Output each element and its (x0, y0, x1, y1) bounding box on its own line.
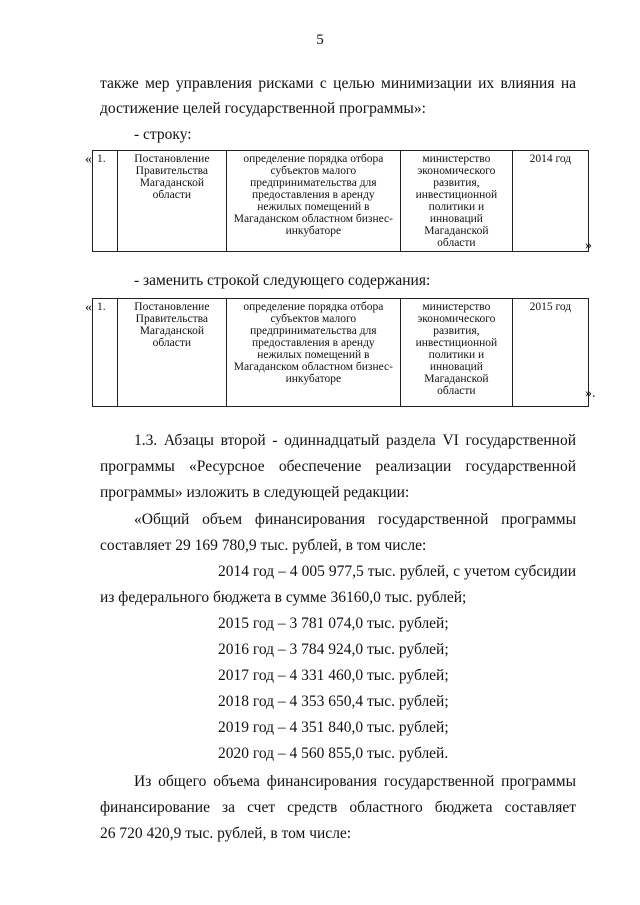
financing-line-2: составляет 29 169 780,9 тыс. рублей, в том числе: (100, 537, 427, 554)
cell-description: определение порядка отбора субъектов малого предпринимательства для предоставления в аренду нежилых помещений в Магаданском областном бизнес-инкубаторе (226, 151, 400, 252)
financing-2014: 2014 год – 4 005 977,5 тыс. рублей, с учетом субсидии (218, 563, 576, 580)
cell-document: Постановление Правительства Магаданской области (118, 299, 227, 407)
table-row (93, 299, 589, 407)
section-line-3: программы» изложить в следующей редакции: (100, 484, 410, 501)
table-old-row (92, 150, 589, 252)
table2-open-quote: « (85, 300, 92, 315)
cell-year: 2014 год (512, 151, 588, 252)
section-line-1: 1.3. Абзацы второй - одиннадцатый раздела VI государственной (134, 432, 576, 449)
table2-close-quote: ». (585, 386, 596, 401)
cell-year: 2015 год (512, 299, 588, 407)
cell-document: Постановление Правительства Магаданской области (118, 151, 227, 252)
cell-organization: министерство экономического развития, инвестиционной политики и инноваций Магаданской области (401, 299, 513, 407)
table-new-row (92, 298, 589, 407)
intro-line-3: - строку: (134, 126, 192, 143)
table1-open-quote: « (85, 152, 92, 167)
cell-number: 1. (93, 151, 118, 252)
financing-year: 2017 год – 4 331 460,0 тыс. рублей; (218, 667, 449, 684)
replace-instruction: - заменить строкой следующего содержания: (134, 272, 431, 289)
financing-year: 2016 год – 3 784 924,0 тыс. рублей; (218, 641, 449, 658)
financing-line-1: «Общий объем финансирования государственной программы (134, 511, 576, 528)
financing-year: 2015 год – 3 781 074,0 тыс. рублей; (218, 615, 449, 632)
financing-year: 2019 год – 4 351 840,0 тыс. рублей; (218, 719, 449, 736)
cell-number: 1. (93, 299, 118, 407)
page-number: 5 (316, 32, 324, 48)
regional-line-3: 26 720 420,9 тыс. рублей, в том числе: (100, 825, 352, 842)
table-row (93, 151, 589, 252)
section-line-2: программы «Ресурсное обеспечение реализации государственной (100, 458, 576, 475)
financing-2014-subsidy: из федерального бюджета в сумме 36160,0 тыс. рублей; (100, 589, 467, 606)
intro-line-2: достижение целей государственной программы»: (100, 100, 426, 117)
cell-description: определение порядка отбора субъектов малого предпринимательства для предоставления в аренду нежилых помещений в Магаданском областном бизнес-инкубаторе (226, 299, 400, 407)
cell-organization: министерство экономического развития, инвестиционной политики и инноваций Магаданской области (401, 151, 513, 252)
financing-year: 2020 год – 4 560 855,0 тыс. рублей. (218, 745, 449, 762)
intro-line-1: также мер управления рисками с целью минимизации их влияния на (100, 75, 576, 92)
financing-year: 2018 год – 4 353 650,4 тыс. рублей; (218, 693, 449, 710)
regional-line-1: Из общего объема финансирования государственной программы (134, 773, 576, 790)
table1-close-quote: » (585, 238, 592, 253)
regional-line-2: финансирование за счет средств областного бюджета составляет (100, 799, 576, 816)
